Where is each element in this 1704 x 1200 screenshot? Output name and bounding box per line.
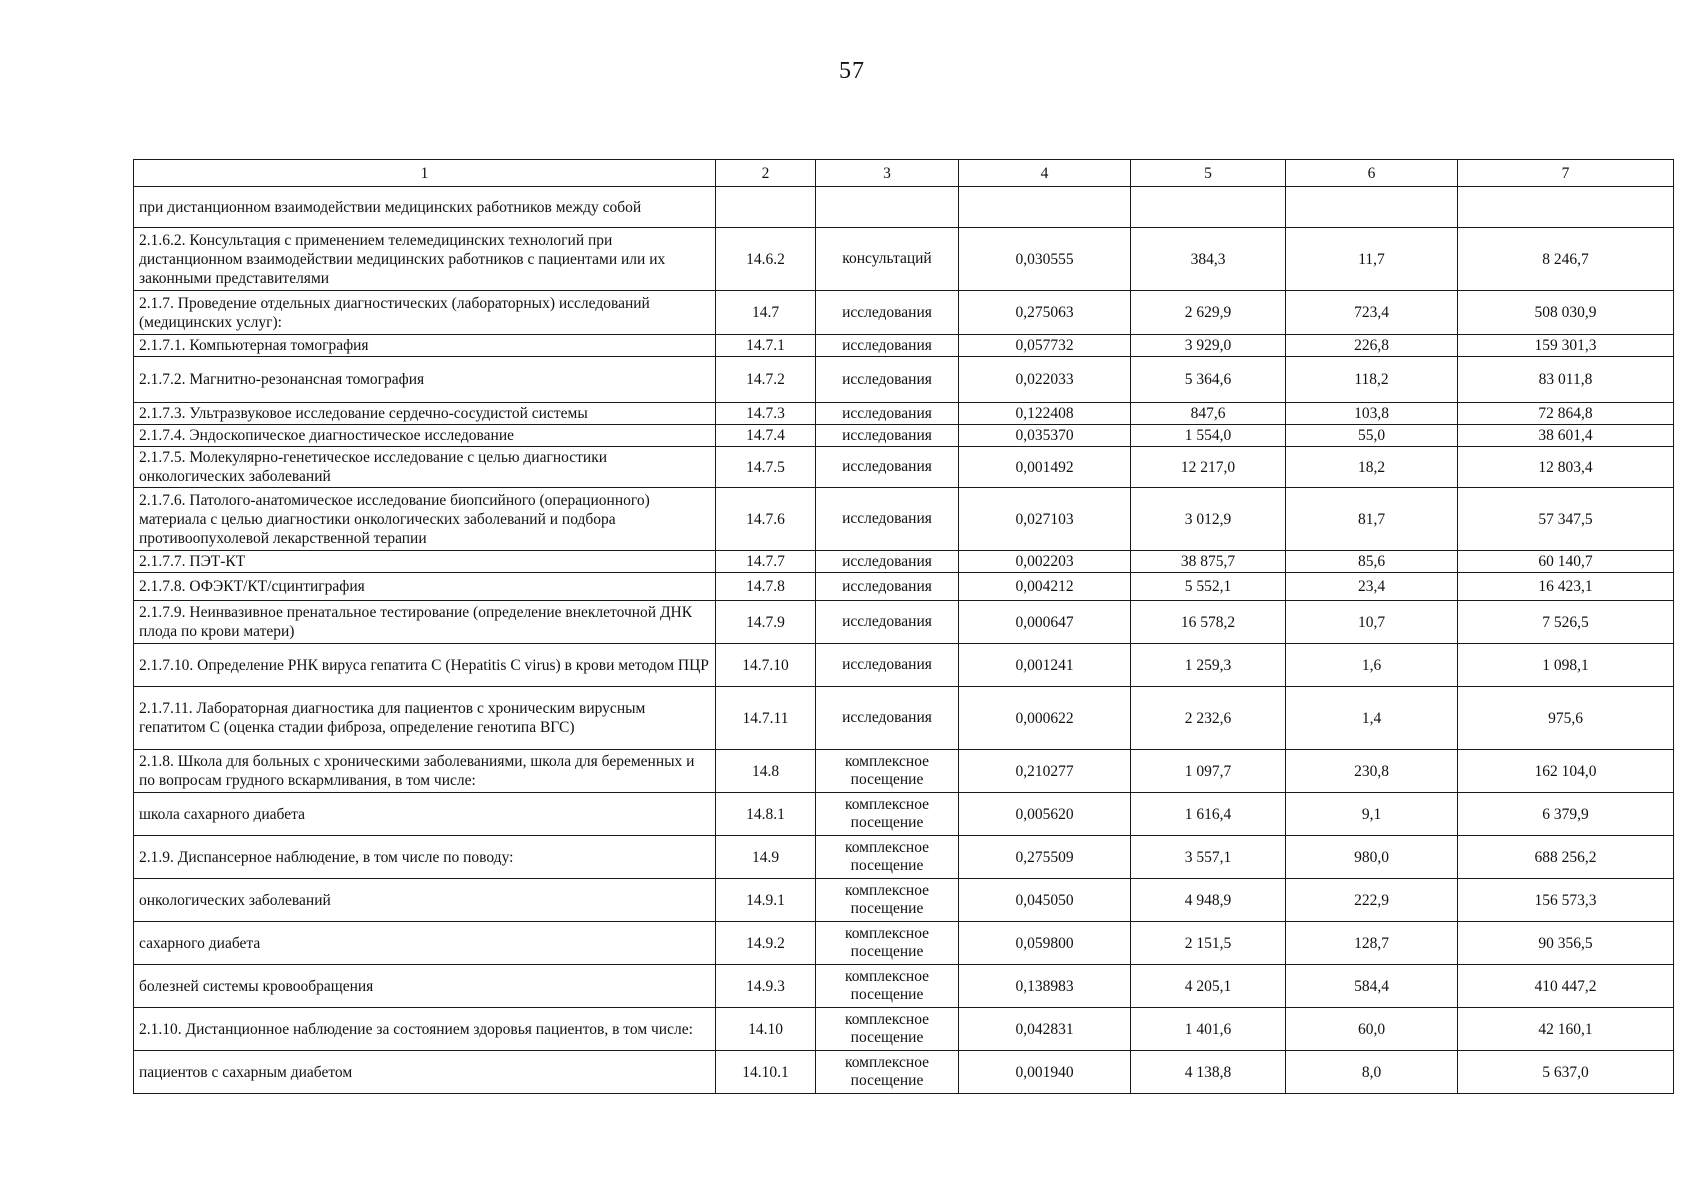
table-row bbox=[134, 1008, 1674, 1051]
row-code-cell: 14.8 bbox=[716, 750, 816, 793]
row-unit-cell: комплексное посещение bbox=[816, 1051, 959, 1094]
row-name-cell: болезней системы кровообращения bbox=[134, 965, 716, 1008]
row-volume-cell: 0,000647 bbox=[959, 601, 1131, 644]
row-name-cell: 2.1.7. Проведение отдельных диагностических (лабораторных) исследований (медицинских услуг): bbox=[134, 291, 716, 335]
row-cost-cell: 5 552,1 bbox=[1131, 573, 1286, 601]
row-name-cell: 2.1.7.7. ПЭТ-КТ bbox=[134, 551, 716, 573]
row-volume-cell: 0,030555 bbox=[959, 228, 1131, 291]
row-volume-cell: 0,122408 bbox=[959, 403, 1131, 425]
row-total-cell: 57 347,5 bbox=[1458, 488, 1674, 551]
row-name-cell: школа сахарного диабета bbox=[134, 793, 716, 836]
row-total-cell: 90 356,5 bbox=[1458, 922, 1674, 965]
table-row bbox=[134, 601, 1674, 644]
row-unit-cell: исследования bbox=[816, 687, 959, 750]
row-unit-cell: исследования bbox=[816, 291, 959, 335]
row-volume-cell: 0,275509 bbox=[959, 836, 1131, 879]
row-code-cell: 14.7.2 bbox=[716, 357, 816, 403]
row-code-cell: 14.7.3 bbox=[716, 403, 816, 425]
row-code-cell: 14.7.1 bbox=[716, 335, 816, 357]
table-container bbox=[133, 159, 1673, 1094]
row-code-cell: 14.7.4 bbox=[716, 425, 816, 447]
row-cost-cell: 3 929,0 bbox=[1131, 335, 1286, 357]
row-volume-cell: 0,004212 bbox=[959, 573, 1131, 601]
row-unit-cell: исследования bbox=[816, 601, 959, 644]
row-name-cell: 2.1.7.6. Патолого-анатомическое исследование биопсийного (операционного) материала с целью диагностики онкологических заболеваний и подбора противоопухолевой лекарственной терапии bbox=[134, 488, 716, 551]
row-cost-cell: 4 205,1 bbox=[1131, 965, 1286, 1008]
row-name-cell: 2.1.7.11. Лабораторная диагностика для пациентов с хроническим вирусным гепатитом С (оценка стадии фиброза, определение генотипа ВГС) bbox=[134, 687, 716, 750]
row-cost-cell: 5 364,6 bbox=[1131, 357, 1286, 403]
row-name-cell: 2.1.7.5. Молекулярно-генетическое исследование с целью диагностики онкологических заболеваний bbox=[134, 447, 716, 488]
row-total-cell: 72 864,8 bbox=[1458, 403, 1674, 425]
row-volume-cell bbox=[959, 187, 1131, 228]
row-code-cell: 14.10.1 bbox=[716, 1051, 816, 1094]
row-cost-cell: 1 259,3 bbox=[1131, 644, 1286, 687]
row-code-cell: 14.9.2 bbox=[716, 922, 816, 965]
row-cost-cell: 1 616,4 bbox=[1131, 793, 1286, 836]
row-cost-cell: 4 948,9 bbox=[1131, 879, 1286, 922]
row-norm-cell: 23,4 bbox=[1286, 573, 1458, 601]
row-total-cell: 8 246,7 bbox=[1458, 228, 1674, 291]
row-cost-cell: 2 629,9 bbox=[1131, 291, 1286, 335]
row-unit-cell: комплексное посещение bbox=[816, 1008, 959, 1051]
row-unit-cell: исследования bbox=[816, 551, 959, 573]
row-name-cell: 2.1.6.2. Консультация с применением телемедицинских технологий при дистанционном взаимодействии медицинских работников с пациентами или их законными представителями bbox=[134, 228, 716, 291]
row-total-cell: 1 098,1 bbox=[1458, 644, 1674, 687]
row-total-cell: 6 379,9 bbox=[1458, 793, 1674, 836]
row-volume-cell: 0,027103 bbox=[959, 488, 1131, 551]
row-code-cell: 14.7 bbox=[716, 291, 816, 335]
row-name-cell: 2.1.10. Дистанционное наблюдение за состоянием здоровья пациентов, в том числе: bbox=[134, 1008, 716, 1051]
row-total-cell: 60 140,7 bbox=[1458, 551, 1674, 573]
row-volume-cell: 0,002203 bbox=[959, 551, 1131, 573]
row-code-cell: 14.7.7 bbox=[716, 551, 816, 573]
row-code-cell: 14.7.9 bbox=[716, 601, 816, 644]
row-total-cell: 5 637,0 bbox=[1458, 1051, 1674, 1094]
row-volume-cell: 0,275063 bbox=[959, 291, 1131, 335]
row-unit-cell: исследования bbox=[816, 644, 959, 687]
table-row bbox=[134, 335, 1674, 357]
row-norm-cell: 723,4 bbox=[1286, 291, 1458, 335]
row-unit-cell: комплексное посещение bbox=[816, 879, 959, 922]
row-cost-cell: 1 401,6 bbox=[1131, 1008, 1286, 1051]
row-cost-cell: 12 217,0 bbox=[1131, 447, 1286, 488]
row-total-cell: 162 104,0 bbox=[1458, 750, 1674, 793]
row-cost-cell: 1 097,7 bbox=[1131, 750, 1286, 793]
row-cost-cell: 2 151,5 bbox=[1131, 922, 1286, 965]
row-total-cell: 42 160,1 bbox=[1458, 1008, 1674, 1051]
row-name-cell: онкологических заболеваний bbox=[134, 879, 716, 922]
row-norm-cell: 128,7 bbox=[1286, 922, 1458, 965]
row-volume-cell: 0,001492 bbox=[959, 447, 1131, 488]
row-code-cell: 14.9 bbox=[716, 836, 816, 879]
column-header-4: 4 bbox=[959, 160, 1131, 187]
row-code-cell: 14.7.11 bbox=[716, 687, 816, 750]
row-cost-cell: 3 557,1 bbox=[1131, 836, 1286, 879]
table-row bbox=[134, 1051, 1674, 1094]
table-row bbox=[134, 879, 1674, 922]
row-unit-cell: исследования bbox=[816, 335, 959, 357]
row-code-cell bbox=[716, 187, 816, 228]
table-row bbox=[134, 403, 1674, 425]
row-total-cell bbox=[1458, 187, 1674, 228]
row-name-cell: 2.1.7.2. Магнитно-резонансная томография bbox=[134, 357, 716, 403]
row-norm-cell: 584,4 bbox=[1286, 965, 1458, 1008]
row-cost-cell: 3 012,9 bbox=[1131, 488, 1286, 551]
row-unit-cell: комплексное посещение bbox=[816, 836, 959, 879]
table-row bbox=[134, 687, 1674, 750]
table-row bbox=[134, 965, 1674, 1008]
row-code-cell: 14.6.2 bbox=[716, 228, 816, 291]
row-volume-cell: 0,022033 bbox=[959, 357, 1131, 403]
row-unit-cell: комплексное посещение bbox=[816, 922, 959, 965]
row-unit-cell: исследования bbox=[816, 403, 959, 425]
row-volume-cell: 0,001241 bbox=[959, 644, 1131, 687]
row-unit-cell: консультаций bbox=[816, 228, 959, 291]
row-total-cell: 83 011,8 bbox=[1458, 357, 1674, 403]
row-total-cell: 38 601,4 bbox=[1458, 425, 1674, 447]
row-norm-cell: 60,0 bbox=[1286, 1008, 1458, 1051]
row-norm-cell bbox=[1286, 187, 1458, 228]
table-row bbox=[134, 644, 1674, 687]
row-volume-cell: 0,042831 bbox=[959, 1008, 1131, 1051]
row-volume-cell: 0,000622 bbox=[959, 687, 1131, 750]
row-cost-cell bbox=[1131, 187, 1286, 228]
row-norm-cell: 1,6 bbox=[1286, 644, 1458, 687]
table-row bbox=[134, 922, 1674, 965]
column-number-row bbox=[134, 160, 1674, 187]
row-name-cell: 2.1.9. Диспансерное наблюдение, в том числе по поводу: bbox=[134, 836, 716, 879]
row-norm-cell: 1,4 bbox=[1286, 687, 1458, 750]
table-row bbox=[134, 573, 1674, 601]
row-name-cell: 2.1.8. Школа для больных с хроническими заболеваниями, школа для беременных и по вопросам грудного вскармливания, в том числе: bbox=[134, 750, 716, 793]
row-volume-cell: 0,057732 bbox=[959, 335, 1131, 357]
row-norm-cell: 81,7 bbox=[1286, 488, 1458, 551]
column-header-5: 5 bbox=[1131, 160, 1286, 187]
row-norm-cell: 230,8 bbox=[1286, 750, 1458, 793]
row-volume-cell: 0,210277 bbox=[959, 750, 1131, 793]
row-cost-cell: 847,6 bbox=[1131, 403, 1286, 425]
table-row bbox=[134, 488, 1674, 551]
page-number: 57 bbox=[839, 58, 865, 84]
row-total-cell: 508 030,9 bbox=[1458, 291, 1674, 335]
row-code-cell: 14.7.6 bbox=[716, 488, 816, 551]
row-unit-cell: комплексное посещение bbox=[816, 750, 959, 793]
row-total-cell: 12 803,4 bbox=[1458, 447, 1674, 488]
row-name-cell: пациентов с сахарным диабетом bbox=[134, 1051, 716, 1094]
row-name-cell: 2.1.7.8. ОФЭКТ/КТ/сцинтиграфия bbox=[134, 573, 716, 601]
row-code-cell: 14.8.1 bbox=[716, 793, 816, 836]
row-norm-cell: 118,2 bbox=[1286, 357, 1458, 403]
row-total-cell: 159 301,3 bbox=[1458, 335, 1674, 357]
row-unit-cell: комплексное посещение bbox=[816, 793, 959, 836]
row-norm-cell: 18,2 bbox=[1286, 447, 1458, 488]
row-cost-cell: 4 138,8 bbox=[1131, 1051, 1286, 1094]
column-header-7: 7 bbox=[1458, 160, 1674, 187]
table-row bbox=[134, 551, 1674, 573]
row-volume-cell: 0,001940 bbox=[959, 1051, 1131, 1094]
row-norm-cell: 980,0 bbox=[1286, 836, 1458, 879]
row-name-cell: 2.1.7.3. Ультразвуковое исследование сердечно-сосудистой системы bbox=[134, 403, 716, 425]
row-norm-cell: 55,0 bbox=[1286, 425, 1458, 447]
row-name-cell: 2.1.7.1. Компьютерная томография bbox=[134, 335, 716, 357]
row-volume-cell: 0,138983 bbox=[959, 965, 1131, 1008]
row-norm-cell: 10,7 bbox=[1286, 601, 1458, 644]
row-volume-cell: 0,035370 bbox=[959, 425, 1131, 447]
row-norm-cell: 226,8 bbox=[1286, 335, 1458, 357]
row-name-cell: 2.1.7.9. Неинвазивное пренатальное тестирование (определение внеклеточной ДНК плода по крови матери) bbox=[134, 601, 716, 644]
table-row bbox=[134, 793, 1674, 836]
row-norm-cell: 8,0 bbox=[1286, 1051, 1458, 1094]
row-code-cell: 14.9.1 bbox=[716, 879, 816, 922]
table-row bbox=[134, 425, 1674, 447]
row-cost-cell: 384,3 bbox=[1131, 228, 1286, 291]
row-unit-cell: исследования bbox=[816, 573, 959, 601]
row-code-cell: 14.7.5 bbox=[716, 447, 816, 488]
row-total-cell: 16 423,1 bbox=[1458, 573, 1674, 601]
table-row bbox=[134, 750, 1674, 793]
table-row bbox=[134, 836, 1674, 879]
column-header-1: 1 bbox=[134, 160, 716, 187]
row-norm-cell: 9,1 bbox=[1286, 793, 1458, 836]
table-row bbox=[134, 357, 1674, 403]
row-unit-cell: исследования bbox=[816, 425, 959, 447]
row-name-cell: 2.1.7.10. Определение РНК вируса гепатита С (Hepatitis C virus) в крови методом ПЦР bbox=[134, 644, 716, 687]
row-total-cell: 410 447,2 bbox=[1458, 965, 1674, 1008]
row-total-cell: 688 256,2 bbox=[1458, 836, 1674, 879]
table-row bbox=[134, 291, 1674, 335]
row-volume-cell: 0,059800 bbox=[959, 922, 1131, 965]
row-total-cell: 156 573,3 bbox=[1458, 879, 1674, 922]
row-norm-cell: 11,7 bbox=[1286, 228, 1458, 291]
row-code-cell: 14.10 bbox=[716, 1008, 816, 1051]
column-header-6: 6 bbox=[1286, 160, 1458, 187]
row-unit-cell: исследования bbox=[816, 357, 959, 403]
table-body bbox=[134, 187, 1674, 1094]
row-cost-cell: 38 875,7 bbox=[1131, 551, 1286, 573]
table-row bbox=[134, 447, 1674, 488]
row-norm-cell: 103,8 bbox=[1286, 403, 1458, 425]
row-name-cell: сахарного диабета bbox=[134, 922, 716, 965]
row-cost-cell: 1 554,0 bbox=[1131, 425, 1286, 447]
row-volume-cell: 0,005620 bbox=[959, 793, 1131, 836]
table-row bbox=[134, 228, 1674, 291]
row-norm-cell: 85,6 bbox=[1286, 551, 1458, 573]
column-header-2: 2 bbox=[716, 160, 816, 187]
row-total-cell: 975,6 bbox=[1458, 687, 1674, 750]
row-unit-cell: комплексное посещение bbox=[816, 965, 959, 1008]
row-unit-cell bbox=[816, 187, 959, 228]
row-code-cell: 14.7.8 bbox=[716, 573, 816, 601]
row-total-cell: 7 526,5 bbox=[1458, 601, 1674, 644]
row-code-cell: 14.9.3 bbox=[716, 965, 816, 1008]
row-volume-cell: 0,045050 bbox=[959, 879, 1131, 922]
row-cost-cell: 16 578,2 bbox=[1131, 601, 1286, 644]
row-norm-cell: 222,9 bbox=[1286, 879, 1458, 922]
row-cost-cell: 2 232,6 bbox=[1131, 687, 1286, 750]
table-row bbox=[134, 187, 1674, 228]
row-unit-cell: исследования bbox=[816, 488, 959, 551]
column-header-3: 3 bbox=[816, 160, 959, 187]
row-name-cell: 2.1.7.4. Эндоскопическое диагностическое исследование bbox=[134, 425, 716, 447]
row-code-cell: 14.7.10 bbox=[716, 644, 816, 687]
data-table bbox=[133, 159, 1674, 1094]
row-name-cell: при дистанционном взаимодействии медицинских работников между собой bbox=[134, 187, 716, 228]
row-unit-cell: исследования bbox=[816, 447, 959, 488]
